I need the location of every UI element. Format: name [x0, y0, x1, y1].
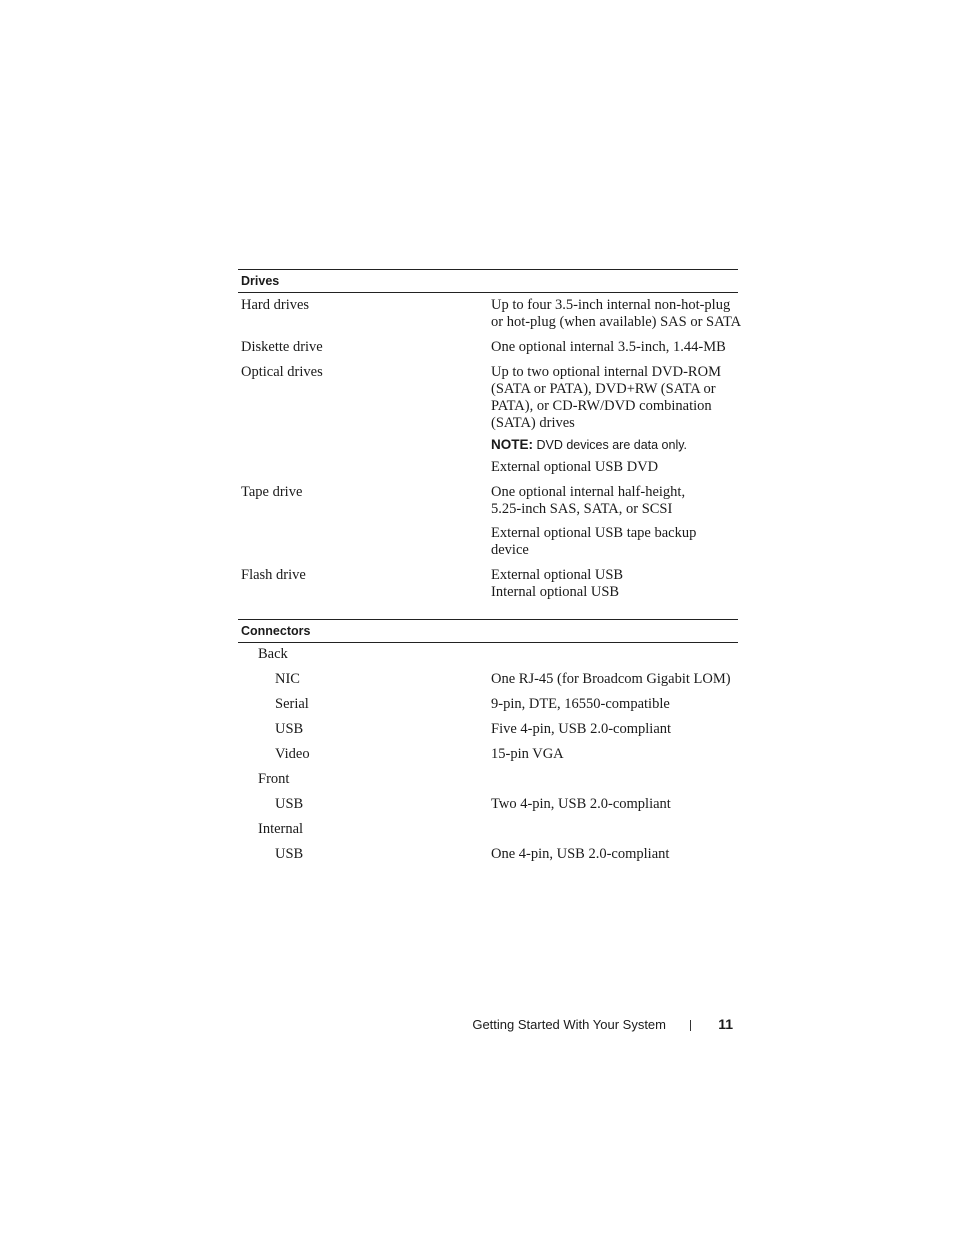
video-label: Video: [275, 746, 310, 762]
optical-drives-value-line2: (SATA or PATA), DVD+RW (SATA or: [491, 381, 716, 397]
internal-usb-value: One 4-pin, USB 2.0-compliant: [491, 846, 670, 862]
note-text: DVD devices are data only.: [536, 438, 688, 452]
diskette-drive-value: One optional internal 3.5-inch, 1.44-MB: [491, 339, 726, 355]
tape-drive-external-line2: device: [491, 542, 529, 558]
front-label: Front: [258, 771, 290, 787]
tape-drive-value-line2: 5.25-inch SAS, SATA, or SCSI: [491, 501, 673, 517]
page-footer: [400, 1016, 736, 1034]
optical-drives-external: External optional USB DVD: [491, 459, 659, 475]
front-usb-label: USB: [275, 796, 304, 812]
optical-drives-value-line1: Up to two optional internal DVD-ROM: [491, 364, 721, 380]
hard-drives-value-line2: or hot-plug (when available) SAS or SATA: [491, 314, 742, 330]
back-usb-label: USB: [275, 721, 304, 737]
optical-drives-value-line4: (SATA) drives: [491, 415, 575, 431]
flash-drive-value-line1: External optional USB: [491, 567, 624, 583]
front-usb-value: Two 4-pin, USB 2.0-compliant: [491, 796, 671, 812]
optical-drives-label: Optical drives: [241, 364, 323, 380]
drives-heading: Drives: [238, 269, 738, 293]
optical-drives-note: [491, 436, 687, 454]
tape-drive-label: Tape drive: [241, 484, 303, 500]
serial-value: 9-pin, DTE, 16550-compatible: [491, 696, 670, 712]
optical-drives-value-line3: PATA), or CD-RW/DVD combination: [491, 398, 712, 414]
footer-title: Getting Started With Your System: [472, 1017, 666, 1032]
back-usb-value: Five 4-pin, USB 2.0-compliant: [491, 721, 672, 737]
video-value: 15-pin VGA: [491, 746, 564, 762]
flash-drive-value-line2: Internal optional USB: [491, 584, 620, 600]
back-label: Back: [258, 646, 288, 662]
diskette-drive-label: Diskette drive: [241, 339, 323, 355]
nic-value: One RJ-45 (for Broadcom Gigabit LOM): [491, 671, 731, 687]
flash-drive-label: Flash drive: [241, 567, 306, 583]
tape-drive-value-line1: One optional internal half-height,: [491, 484, 686, 500]
hard-drives-value-line1: Up to four 3.5-inch internal non-hot-plug: [491, 297, 731, 313]
internal-usb-label: USB: [275, 846, 304, 862]
tape-drive-external-line1: External optional USB tape backup: [491, 525, 697, 541]
internal-label: Internal: [258, 821, 304, 837]
page-number: 11: [718, 1016, 733, 1032]
footer-separator: [690, 1020, 691, 1031]
connectors-heading: Connectors: [238, 619, 738, 643]
note-label: NOTE:: [491, 437, 533, 452]
serial-label: Serial: [275, 696, 309, 712]
hard-drives-label: Hard drives: [241, 297, 310, 313]
nic-label: NIC: [275, 671, 300, 687]
